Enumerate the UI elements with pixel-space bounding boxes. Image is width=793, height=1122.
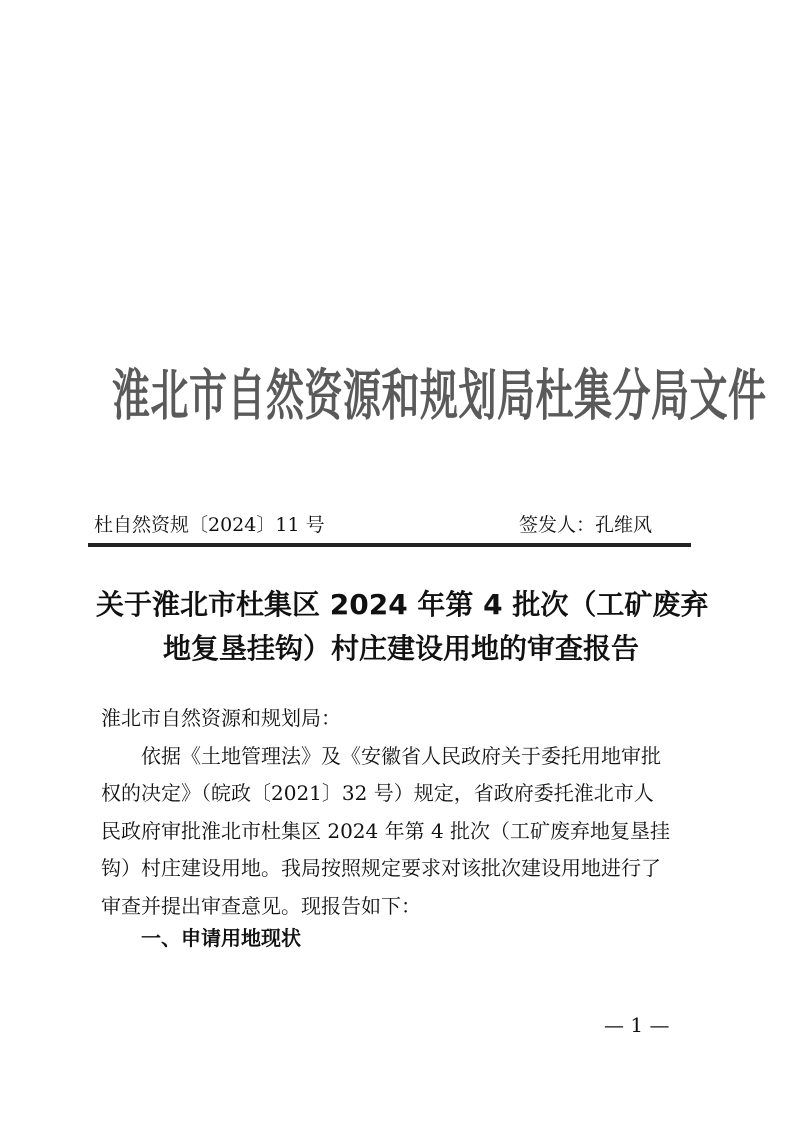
issuing-organ-title: 淮北市自然资源和规划局杜集分局文件 xyxy=(112,363,767,428)
document-body xyxy=(101,700,701,925)
paragraph-line: 权的决定》（皖政〔2021〕32 号）规定，省政府委托淮北市人 xyxy=(101,781,654,805)
signer-name: 孔维风 xyxy=(595,514,653,536)
page-number: — 1 — xyxy=(604,1013,670,1037)
header-divider xyxy=(88,543,691,547)
signer-label: 签发人： xyxy=(519,514,596,536)
salutation: 淮北市自然资源和规划局： xyxy=(101,706,341,730)
paragraph-line: 钩）村庄建设用地。我局按照规定要求对该批次建设用地进行了 xyxy=(101,856,661,880)
paragraph-line: 审查并提出审查意见。现报告如下： xyxy=(101,893,421,918)
title-line-1: 关于淮北市杜集区 2024 年第 4 批次（工矿废弃 xyxy=(96,588,709,621)
title-line-2: 地复垦挂钩）村庄建设用地的审查报告 xyxy=(162,632,639,665)
body-paragraph xyxy=(101,738,701,926)
signer xyxy=(519,513,652,537)
document-title xyxy=(96,583,709,671)
document-number: 杜自然资规〔2024〕11 号 xyxy=(94,514,325,536)
section-heading: 一、申请用地现状 xyxy=(141,926,301,950)
paragraph-line: 依据《土地管理法》及《安徽省人民政府关于委托用地审批 xyxy=(141,743,661,768)
paragraph-line: 民政府审批淮北市杜集区 2024 年第 4 批次（工矿废弃地复垦挂 xyxy=(101,818,671,843)
